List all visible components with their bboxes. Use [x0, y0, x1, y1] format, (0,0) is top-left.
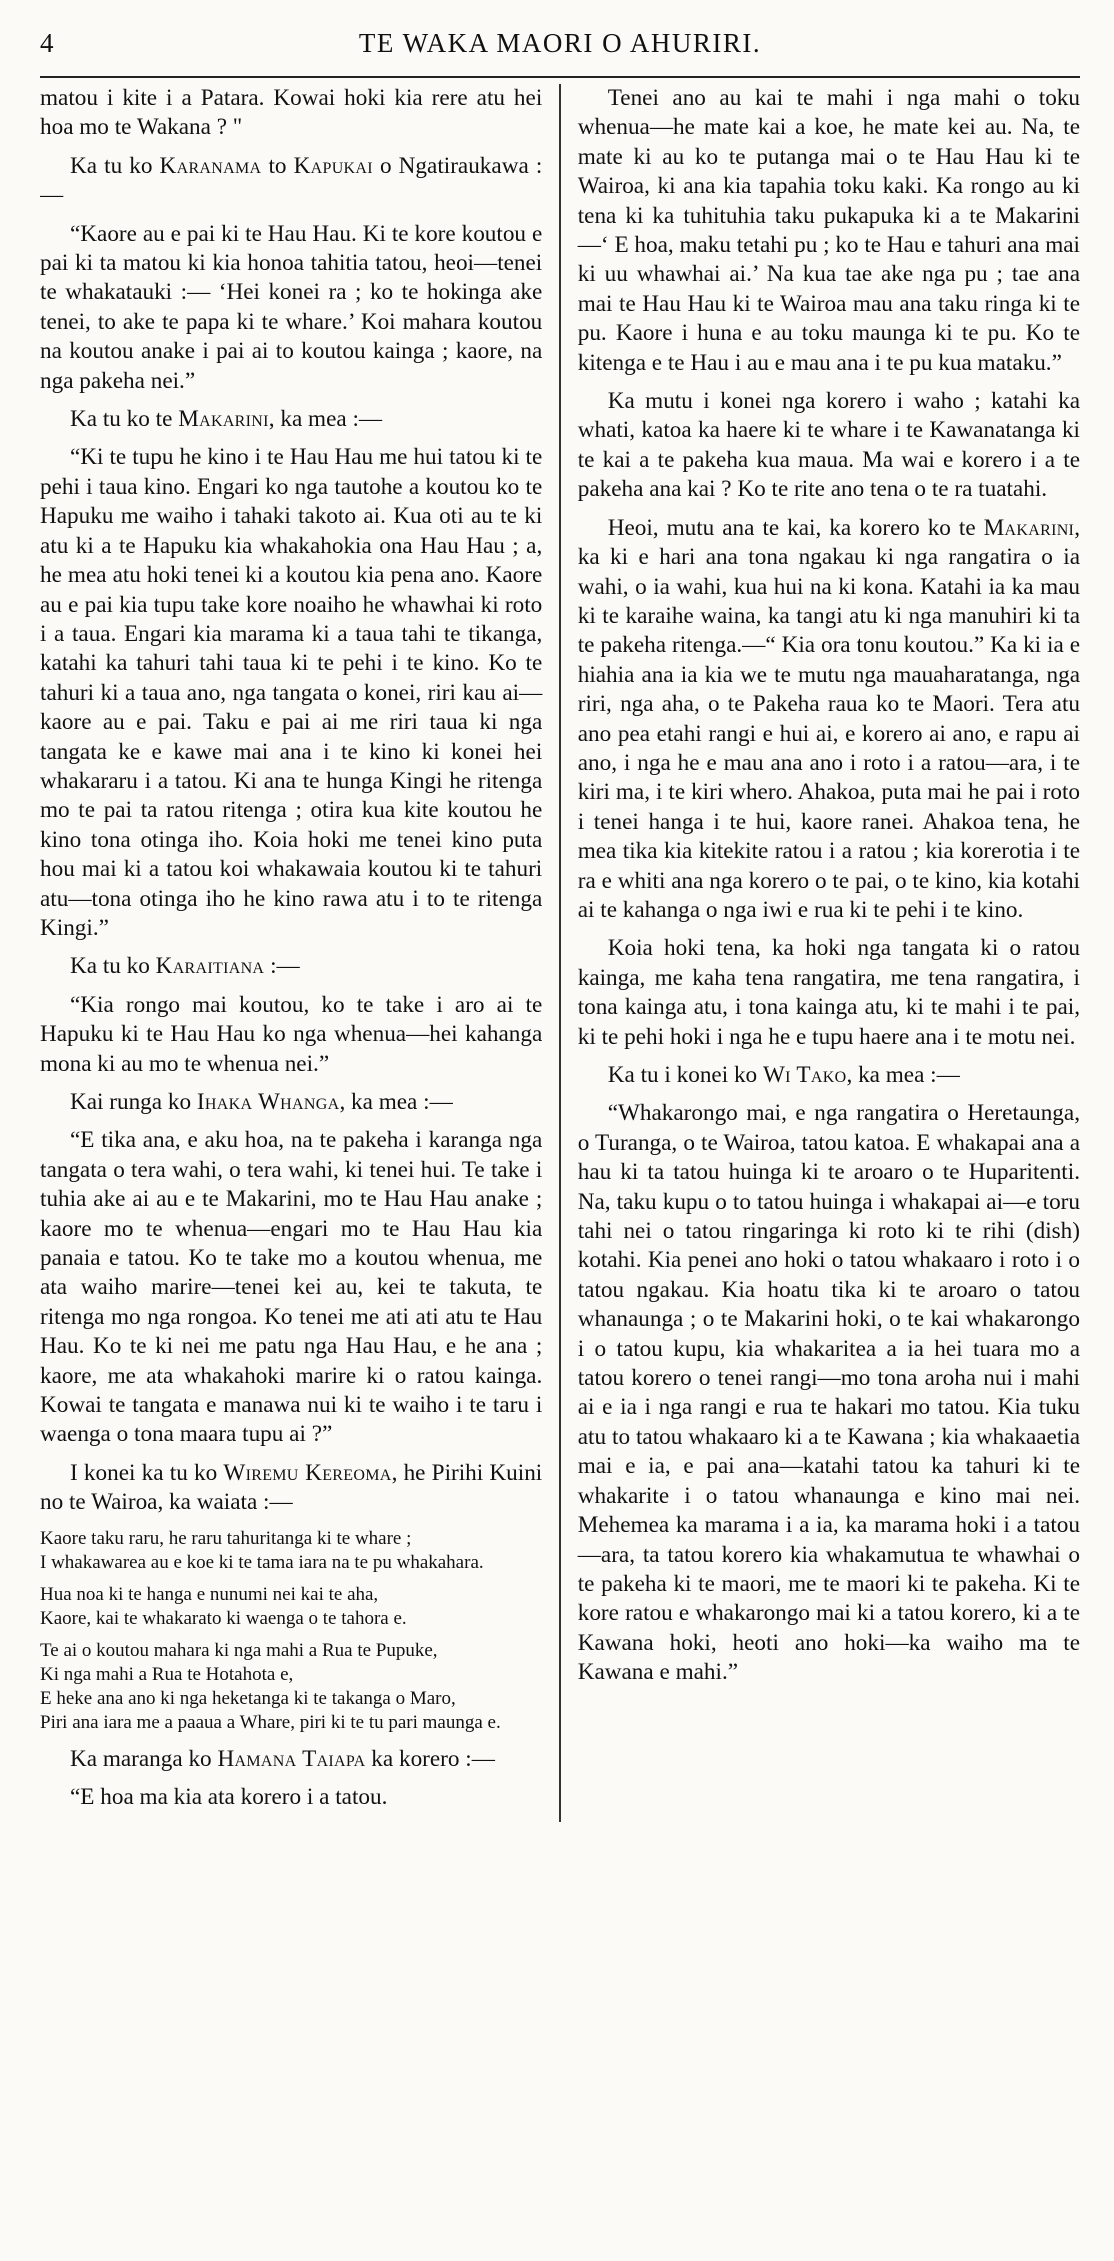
poem-line: Te ai o koutou mahara ki nga mahi a Rua te Pupuke, — [40, 1639, 438, 1661]
right-column — [561, 84, 1080, 1822]
speaker-name: Karanama — [159, 152, 262, 179]
header-rule — [40, 76, 1080, 78]
poem-line: Kaore taku raru, he raru tahuritanga ki te whare ; — [40, 1527, 412, 1549]
poem-line: I whakawarea au e koe ki te tama iara na te pu whakahara. — [40, 1551, 484, 1573]
poem-line: Kaore, kai te whakarato ki waenga o te tahora e. — [40, 1607, 407, 1629]
paragraph: Koia hoki tena, ka hoki nga tangata ki o ratou kainga, me kaha tena rangatira, me tena rangatira, i tona kainga atu, i tona kainga atu, ki te mahi i te pai, ki te pehi hoki i nga he e tupu haere ana i te motu nei. — [577, 935, 1080, 1050]
speaker-name: Makarini — [178, 406, 269, 433]
page-number: 4 — [40, 28, 54, 58]
speaker-name: Hamana Taiapa — [217, 1745, 366, 1772]
speaker-name: Karaitiana — [155, 953, 265, 980]
paragraph: “Whakarongo mai, e nga rangatira o Heretaunga, o Turanga, o te Wairoa, tatou katoa. E whakapai ana a hau ki ta tatou huinga ki te aroaro o te Huparitenti. Na, taku kupu o to tatou huinga i whakapai ai—e toru tahi nei o tatou ringaringa ki roto ki te rihi (dish) kotahi. Kia penei ano hoki o tatou whakaaro i roto i o tatou ngakau. Kia hoatu tika ki te aroaro o tatou whanaunga ; o te Makarini hoki, o te kai whakarongo i o tatou kupu, kia whakaritea a ia hei tuara mo a tatou korero o tenei rangi—mo tona aroha nui i mahi ai e ia i nga rangi e rua te hakari mo tatou. Kia tuku atu to tatou whakaaro ki a te Kawana ; kia whakaaetia mai e ia, e pai ana—katahi tatou ka tahuri ki te whakarite i o tatou whanaunga e kino mai nei. Mehemea ka marama i a ia, ka marama hoki i a tatou—ara, ta tatou korero kia whakamutua te whawhai o te pakeha ki te maori, me te maori ki te pakeha. Ki te kore ratou e whakarongo mai ki a tatou korero, ki a te Kawana hoki, heoti ano hoki—ka waiho ma te Kawana e mahi.” — [577, 1100, 1080, 1686]
speaker-intro: Ka tu ko Karanama to Kapukai o Ngatiraukawa :— — [40, 152, 543, 209]
speaker-intro: Ka maranga ko Hamana Taiapa ka korero :— — [70, 1745, 495, 1772]
paragraph: “E hoa ma kia ata korero i a tatou. — [70, 1784, 388, 1811]
speaker-name: Wiremu Kereoma — [223, 1459, 392, 1486]
paragraph: “Kia rongo mai koutou, ko te take i aro ai te Hapuku ki te Hau Hau ko nga whenua—hei kahanga mona ki au mo te whenua nei.” — [40, 991, 543, 1077]
speaker-intro: Ka tu ko te Makarini, ka mea :— — [70, 406, 383, 433]
speaker-intro: Heoi, mutu ana te kai, ka korero ko te Makarini, ka ki e hari ana tona ngakau ki nga rangatira o ia wahi, o ia wahi, kua hui na ki kona. Katahi ia ka mau ki te karaihe waina, ka tangi atu ki nga manuhiri ki ta te pakeha ritenga.—“ Kia ora tonu koutou.” Ka ki ia e hiahia ana ia kia we te mutu nga mauaharatanga, nga riri, nga aha, o te Pakeha raua ko te Maori. Tera atu ano pea etahi rangi e hui ai, e korero ai ano, e rapu ai ano, i nga he e mau ana ano i roto i a ratou—ara, i te kiri ma, i te kiri whero. Ahakoa, puta mai he pai i roto i tenei hanga i te hui, kaore ranei. Ahakoa tena, he mea tika kia kitekite ratou i a ratou ; kia korerotia i te ra e whiti ana nga korero o te pai, o te kino, kia kotahi ai te kahanga o nga iwi e rua ki te pehi i te kino. — [577, 514, 1080, 923]
poem-stanza — [40, 1639, 542, 1735]
page-header — [40, 20, 1080, 74]
paragraph: “Kaore au e pai ki te Hau Hau. Ki te kore koutou e pai ki ta matou ki kia honoa tahitia tatou, heoi—tenei te whakatauki :— ‘Hei konei ra ; ko te hokinga ake tenei, to ake te papa ki te whare.’ Koi mahara koutou na koutou anake i pai ai to koutou kainga ; kaore, na nga pakeha nei.” — [40, 220, 543, 394]
poem-line: Hua noa ki te hanga e nunumi nei kai te aha, — [40, 1583, 379, 1605]
poem-stanza — [40, 1527, 542, 1575]
speaker-intro: Ka tu ko Karaitiana :— — [70, 953, 300, 980]
speaker-name: Makarini — [983, 514, 1075, 541]
speaker-intro: I konei ka tu ko Wiremu Kereoma, he Pirihi Kuini no te Wairoa, ka waiata :— — [40, 1459, 543, 1516]
speaker-name: Ihaka Whanga — [196, 1089, 340, 1115]
speaker-name: Kapukai — [293, 152, 373, 179]
waiata-poem — [40, 1527, 542, 1735]
paragraph: Ka mutu i konei nga korero i waho ; katahi ka whati, katoa ka haere ki te whare i te Kawanatanga ki te kai a te pakeha kua maua. Ma wai e korero i a te pakeha ana kai ? Ko te rite ano tena o te ra tuatahi. — [577, 388, 1080, 503]
paragraph: “E tika ana, e aku hoa, na te pakeha i karanga nga tangata o tera wahi, o tera wahi, ki tenei hui. Te take i tuhia ake ai au e te Makarini, mo te Hau Hau anake ; kaore mo te whenua—engari mo te Hau Hau kia panaia e tatou. Ko te take mo a koutou whenua, me ata waiho marire—tenei kei au, kei te takuta, te ritenga mo nga rongoa. Ko tenei me ati ati atu te Hau Hau. Ko te ki nei me patu nga Hau Hau, e he ana ; kaore, me ata whakahoki marire ki o ratou kainga. Kowai te tangata e manawa nui ki te waiho i te taru i waenga o tona maara tupu ai ?” — [40, 1127, 543, 1448]
poem-stanza — [40, 1583, 542, 1631]
speaker-name: Wi Tako — [762, 1062, 847, 1088]
left-column — [40, 84, 559, 1822]
paragraph: matou i kite i a Patara. Kowai hoki kia rere atu hei hoa mo te Wakana ? " — [40, 85, 543, 141]
poem-line: E heke ana ano ki nga heketanga ki te takanga o Maro, — [40, 1687, 456, 1709]
poem-line: Ki nga mahi a Rua te Hotahota e, — [40, 1663, 294, 1685]
poem-line: Piri ana iara me a paaua a Whare, piri ki te tu pari maunga e. — [40, 1711, 501, 1733]
running-title: TE WAKA MAORI O AHURIRI. — [358, 28, 762, 58]
speaker-intro: Kai runga ko Ihaka Whanga, ka mea :— — [70, 1089, 453, 1115]
paragraph: Tenei ano au kai te mahi i nga mahi o toku whenua—he mate kai a koe, he mate kei au. Na, te mate ki au ko te putanga mai o te Hau Hau ki te Wairoa, ki ana kia tapahia toku kaki. Ka rongo au ki tena ki ka tuhituhia taku pukapuka ki a te Makarini—‘ E hoa, maku tetahi pu ; ko te Hau e tahuri ana mai ki uu whawhai ai.’ Na kua tae ake nga pu ; tae ana mai te Hau Hau ki te Wairoa mau ana taku ringa ki te pu. Kaore i huna e au toku maunga ki te pu. Ko te kitenga e te Hau i au e mau ana i te pu kua mataku.” — [577, 85, 1080, 376]
two-column-body — [40, 84, 1080, 1822]
paragraph: “Ki te tupu he kino i te Hau Hau me hui tatou ki te pehi i taua kino. Engari ko nga tautohe a koutou ko te Hapuku me waiho i tahaki takoto ai. Kua oti au te ki atu ki a te Hapuku kia whakahokia ona Hau Hau ; a, he mea atu hoki tenei ki a koutou kia pena ano. Kaore au e pai kia tupu take kore noaiho he whawhai ki roto i a taua. Engari kia marama ki a taua tahi te tikanga, katahi ka tahuri tahi taua ki te pehi i te kino. Ko te tahuri ki a taua ano, nga tangata o konei, riri kau ai—kaore au e pai. Taku e pai ai me riri taua ki nga tangata ke e kawe mai ana i te kino ki konei hei whakararu i a tatou. Ki ana te hunga Kingi he ritenga mo te pai ta ratou ritenga ; otira kua kite koutou he kino tona otinga iho. Koia hoki me tenei kino puta hou mai ki a tatou koi whakawaia koutou ki te tahuri atu—tona otinga iho he kino rawa atu i to te ritenga Kingi.” — [40, 444, 543, 941]
speaker-intro: Ka tu i konei ko Wi Tako, ka mea :— — [607, 1062, 960, 1088]
